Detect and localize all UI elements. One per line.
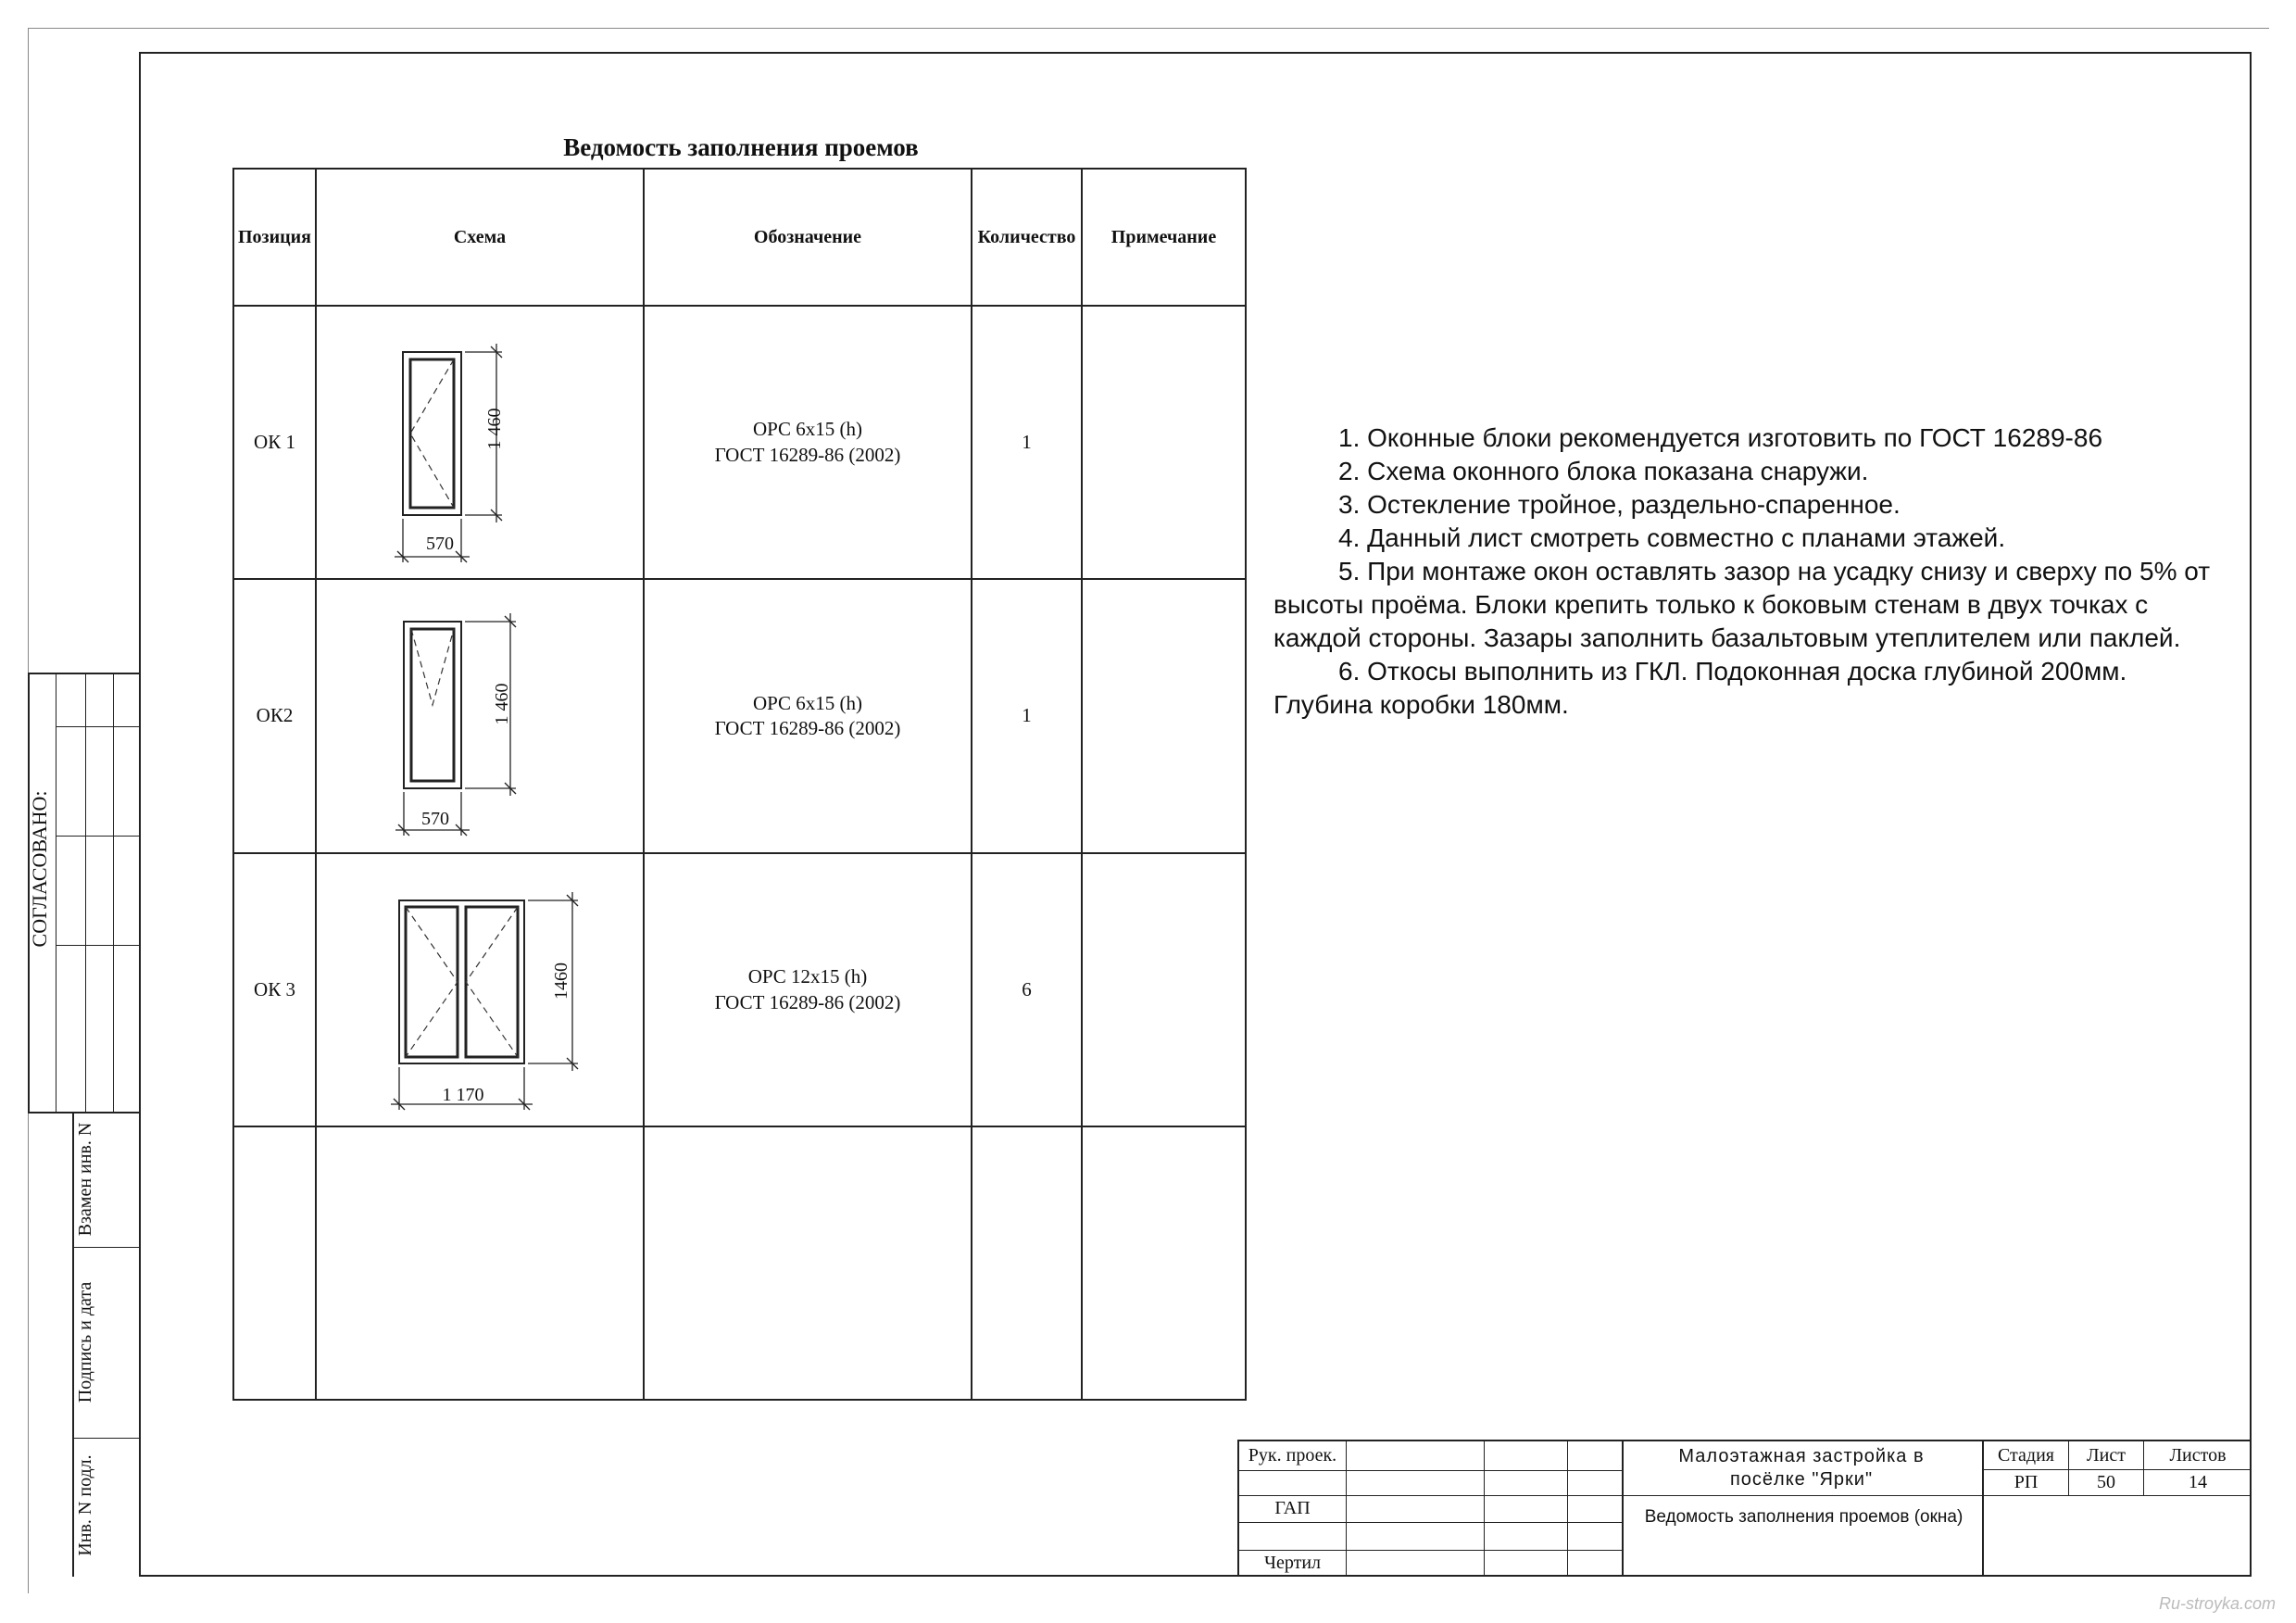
header-quantity: Количество xyxy=(977,227,1076,247)
general-notes xyxy=(1273,421,2218,722)
row1-note xyxy=(1083,307,1245,578)
frame-left xyxy=(139,52,141,1577)
row3-quantity: 6 xyxy=(1022,977,1032,1000)
row1-designation: ОРС 6х15 (h) ГОСТ 16289-86 (2002) xyxy=(714,418,901,466)
note-5: 5. При монтаже окон оставлять зазор на усадку снизу и сверху по 5% от высоты проёма. Блоки крепить только к боковым стенам в двух точках с каждой стороны. Зазары заполнить базальтовым утеплителем или паклей. xyxy=(1273,557,2211,652)
ok3-width-label: 1 170 xyxy=(442,1085,484,1105)
project-name: Малоэтажная застройка в посёлке "Ярки" xyxy=(1678,1446,1925,1490)
role-gap: ГАП xyxy=(1274,1498,1311,1518)
role-drafter: Чертил xyxy=(1263,1553,1322,1573)
note-2: 2. Схема оконного блока показана снаружи. xyxy=(1338,457,1869,485)
row3-note xyxy=(1083,854,1245,1126)
sheet-label: Лист xyxy=(2087,1444,2126,1466)
header-scheme: Схема xyxy=(453,227,507,247)
ok1-width-label: 570 xyxy=(426,534,454,554)
row3-designation: ОРС 12х15 (h) ГОСТ 16289-86 (2002) xyxy=(714,965,901,1013)
sheets-value: 14 xyxy=(2189,1472,2207,1492)
row2-quantity: 1 xyxy=(1022,704,1032,727)
original-inv-label: Инв. N подл. xyxy=(75,1454,95,1556)
frame-right xyxy=(2250,52,2252,1577)
ok2-width-label: 570 xyxy=(421,809,449,829)
stage-label: Стадия xyxy=(1997,1444,2054,1466)
watermark: Ru-stroyka.com xyxy=(2158,1594,2276,1613)
page-title: Ведомость заполнения проемов xyxy=(563,133,919,161)
header-position: Позиция xyxy=(238,227,311,247)
window-scheme-ok1 xyxy=(317,307,643,578)
row1-quantity: 1 xyxy=(1022,430,1032,453)
agreed-label: СОГЛАСОВАНО: xyxy=(28,790,51,948)
row3-position: ОК 3 xyxy=(254,977,295,1000)
note-4: 4. Данный лист смотреть совместно с планами этажей. xyxy=(1338,523,2006,552)
note-1: 1. Оконные блоки рекомендуется изготовить по ГОСТ 16289-86 xyxy=(1338,423,2103,452)
header-designation: Обозначение xyxy=(753,227,862,247)
frame-bottom xyxy=(139,1575,2252,1577)
frame-top xyxy=(139,52,2252,54)
stage-value: РП xyxy=(2014,1472,2039,1492)
sheets-label: Листов xyxy=(2169,1444,2227,1466)
sheet-top-edge xyxy=(28,28,2269,29)
sheet-title: Ведомость заполнения проемов (окна) xyxy=(1644,1507,1964,1528)
role-manager: Рук. проек. xyxy=(1248,1445,1337,1466)
note-3: 3. Остекление тройное, раздельно-спаренное. xyxy=(1338,490,1901,519)
note-6: 6. Откосы выполнить из ГКЛ. Подоконная доска глубиной 200мм. Глубина коробки 180мм. xyxy=(1273,657,2127,719)
row1-position: ОК 1 xyxy=(254,430,295,453)
row2-position: ОК2 xyxy=(256,704,294,727)
signature-date-label: Подпись и дата xyxy=(75,1281,95,1403)
header-note: Примечание xyxy=(1110,227,1217,247)
sheet-value: 50 xyxy=(2097,1472,2115,1492)
window-scheme-ok2 xyxy=(317,580,643,852)
replaced-inv-label: Взамен инв. N xyxy=(75,1122,95,1237)
ok3-height-label: 1460 xyxy=(551,962,571,1000)
ok2-height-label: 1 460 xyxy=(492,683,512,725)
ok1-height-label: 1 460 xyxy=(484,408,505,450)
row2-note xyxy=(1083,580,1245,852)
row2-designation: ОРС 6х15 (h) ГОСТ 16289-86 (2002) xyxy=(714,691,901,739)
